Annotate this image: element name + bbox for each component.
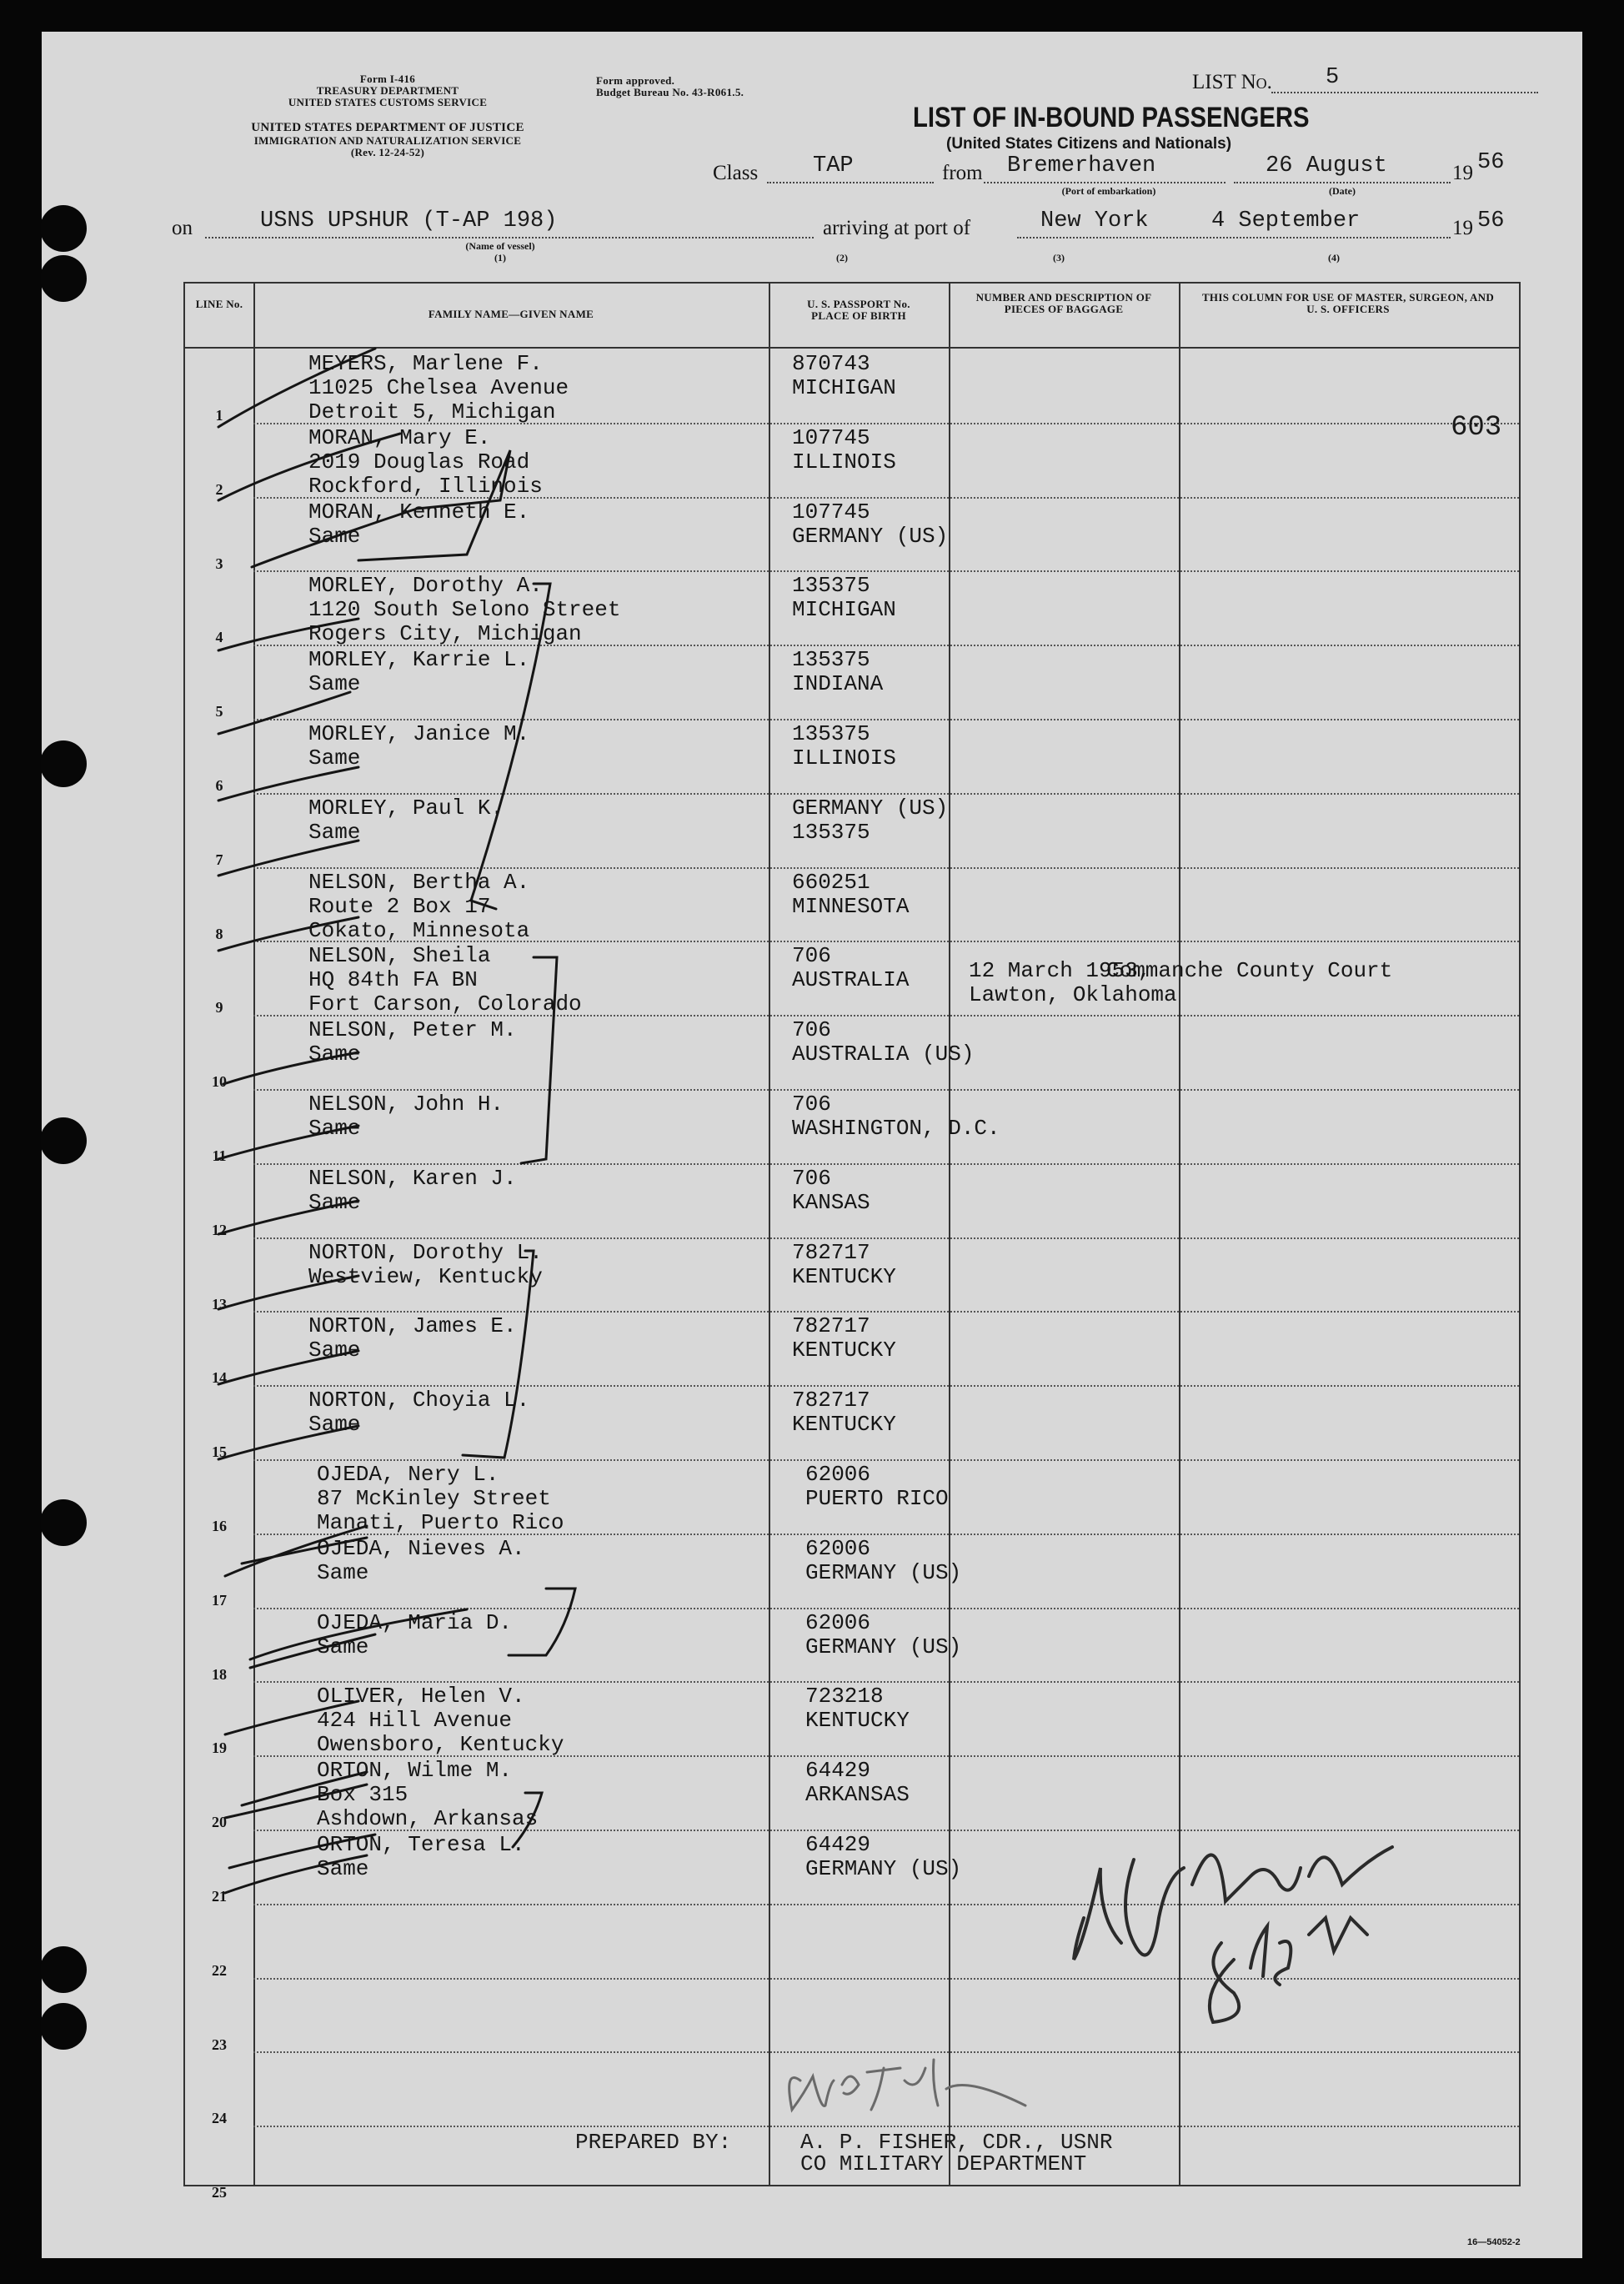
list-label: LIST No. xyxy=(1192,71,1272,93)
passenger-name: NORTON, Dorothy L. Westview, Kentucky xyxy=(308,1239,543,1289)
from-label: from xyxy=(942,162,983,184)
passport-and-birthplace: 782717 KENTUCKY xyxy=(792,1388,896,1438)
arriving-caption-number: (2) xyxy=(836,252,848,264)
preparer-name: A. P. FISHER, CDR., USNR xyxy=(800,2130,1113,2155)
passenger-name: NELSON, Sheila HQ 84th FA BN Fort Carson, Colorado xyxy=(308,943,582,1017)
department-of-justice: UNITED STATES DEPARTMENT OF JUSTICE xyxy=(251,121,524,134)
vessel-name: USNS UPSHUR (T-AP 198) xyxy=(260,208,558,233)
row-divider xyxy=(253,2051,1519,2053)
row-divider xyxy=(253,1237,1519,1239)
binder-hole xyxy=(40,2003,87,2050)
form-title: LIST OF IN-BOUND PASSENGERS xyxy=(913,102,1310,133)
line-number: 20 xyxy=(212,1814,227,1831)
line-number: 12 xyxy=(212,1221,227,1238)
customs-service: UNITED STATES CUSTOMS SERVICE xyxy=(288,96,488,108)
passport-and-birthplace: 706 KANSAS xyxy=(792,1165,870,1215)
binder-hole xyxy=(40,1946,87,1993)
print-code: 16—54052-2 xyxy=(1467,2237,1521,2247)
port-of-embarkation: Bremerhaven xyxy=(1007,153,1156,178)
row-divider xyxy=(253,2126,1519,2127)
manifest-sheet xyxy=(42,32,1582,2258)
line-number: 7 xyxy=(215,851,223,868)
column-header-baggage: NUMBER AND DESCRIPTION OF PIECES OF BAGGAGE xyxy=(975,291,1152,315)
line-number: 15 xyxy=(212,1443,227,1461)
passenger-name: OLIVER, Helen V. 424 Hill Avenue Owensboro, Kentucky xyxy=(317,1684,564,1758)
row-divider xyxy=(253,867,1519,869)
budget-bureau: Budget Bureau No. 43-R061.5. xyxy=(596,86,744,98)
form-subtitle: (United States Citizens and Nationals) xyxy=(946,135,1232,153)
class-label: Class xyxy=(713,162,759,184)
form-number: Form I-416 xyxy=(359,73,416,85)
passport-and-birthplace: 870743 MICHIGAN xyxy=(792,351,896,400)
row-divider xyxy=(253,1608,1519,1609)
passenger-name: NELSON, Bertha A. Route 2 Box 17 Cokato, Minnesota xyxy=(308,869,530,943)
line-number: 19 xyxy=(212,1739,227,1757)
passport-and-birthplace: 706 AUSTRALIA xyxy=(792,943,910,993)
arrival-date: 4 September xyxy=(1211,208,1361,233)
passport-and-birthplace: 135375 INDIANA xyxy=(792,647,884,697)
line-number: 1 xyxy=(215,407,223,424)
preparer-department: CO MILITARY DEPARTMENT xyxy=(800,2151,1087,2176)
passenger-name: NELSON, Peter M. Same xyxy=(308,1017,517,1067)
passenger-name: ORTON, Wilme M. Box 315 Ashdown, Arkansas xyxy=(317,1758,539,1832)
column-header-passport: U. S. PASSPORT No. PLACE OF BIRTH xyxy=(807,298,910,322)
class-value: TAP xyxy=(813,153,854,178)
line-number: 5 xyxy=(215,703,223,720)
passenger-name: MORLEY, Karrie L. Same xyxy=(308,647,530,697)
line-number: 2 xyxy=(215,480,223,498)
row-divider xyxy=(253,1904,1519,1905)
form-approved: Form approved. xyxy=(596,74,675,87)
embark-year: 56 xyxy=(1477,150,1505,175)
date-caption: (Date) xyxy=(1329,185,1356,197)
passenger-name: NELSON, Karen J. Same xyxy=(308,1165,517,1215)
row-divider xyxy=(253,1311,1519,1313)
passenger-name: NORTON, Choyia L. Same xyxy=(308,1388,530,1438)
port-caption-number: (3) xyxy=(1053,252,1065,264)
immigration-service: IMMIGRATION AND NATURALIZATION SERVICE xyxy=(253,134,522,147)
line-number: 13 xyxy=(212,1295,227,1313)
passport-and-birthplace: 62006 GERMANY (US) xyxy=(805,1609,962,1659)
line-number: 14 xyxy=(212,1369,227,1387)
passport-and-birthplace: 660251 MINNESOTA xyxy=(792,869,910,919)
revision-date: (Rev. 12-24-52) xyxy=(350,146,425,158)
row-divider xyxy=(253,570,1519,572)
passport-and-birthplace: 135375 MICHIGAN xyxy=(792,573,896,623)
line-number: 23 xyxy=(212,2036,227,2053)
line-number: 17 xyxy=(212,1591,227,1609)
arrival-port: New York xyxy=(1040,208,1149,233)
passenger-name: ORTON, Teresa L. Same xyxy=(317,1832,525,1881)
passport-and-birthplace: 782717 KENTUCKY xyxy=(792,1313,896,1363)
line-number: 25 xyxy=(212,2184,227,2201)
passport-and-birthplace: 64429 GERMANY (US) xyxy=(805,1832,962,1881)
class-line xyxy=(767,182,934,183)
passport-and-birthplace: GERMANY (US) 135375 xyxy=(792,795,949,845)
passenger-name: MORLEY, Paul K. Same xyxy=(308,795,504,845)
arriving-label: arriving at port of xyxy=(823,217,971,239)
binder-hole xyxy=(40,740,87,787)
line-number: 9 xyxy=(215,999,223,1017)
column-header-name: FAMILY NAME—GIVEN NAME xyxy=(428,308,594,320)
vessel-caption: (Name of vessel) xyxy=(465,240,535,252)
passenger-name: NELSON, John H. Same xyxy=(308,1092,504,1141)
binder-hole xyxy=(40,1499,87,1546)
officer-note: 603 xyxy=(1451,412,1502,444)
line-number: 6 xyxy=(215,777,223,794)
passenger-name: MORAN, Kenneth E. Same xyxy=(308,499,530,549)
passenger-name: OJEDA, Nery L. 87 McKinley Street Manati, Puerto Rico xyxy=(317,1462,564,1535)
line-number: 4 xyxy=(215,629,223,646)
line-number: 22 xyxy=(212,1961,227,1979)
column-header-officers: THIS COLUMN FOR USE OF MASTER, SURGEON, AND U. S. OFFICERS xyxy=(1201,291,1495,315)
passenger-table xyxy=(183,282,1521,2201)
passport-and-birthplace: 135375 ILLINOIS xyxy=(792,721,896,771)
line-number: 8 xyxy=(215,925,223,942)
passenger-name: NORTON, James E. Same xyxy=(308,1313,517,1363)
binder-hole xyxy=(40,1117,87,1164)
passport-and-birthplace: 706 AUSTRALIA (US) xyxy=(792,1017,975,1067)
port-caption: (Port of embarkation) xyxy=(1061,185,1156,197)
arrival-line xyxy=(1017,237,1451,238)
line-number: 18 xyxy=(212,1665,227,1683)
from-line xyxy=(984,182,1226,183)
passport-and-birthplace: 782717 KENTUCKY xyxy=(792,1239,896,1289)
passport-and-birthplace: 723218 KENTUCKY xyxy=(805,1684,910,1734)
vessel-caption-number: (1) xyxy=(494,252,506,264)
arrival-year: 56 xyxy=(1477,208,1505,233)
vessel-line xyxy=(205,237,814,238)
passenger-name: OJEDA, Maria D. Same xyxy=(317,1609,513,1659)
binder-hole xyxy=(40,205,87,252)
line-number: 24 xyxy=(212,2110,227,2127)
line-number: 16 xyxy=(212,1518,227,1534)
embark-date: 26 August xyxy=(1266,153,1387,178)
passenger-name: MORLEY, Janice M. Same xyxy=(308,721,530,771)
date-line xyxy=(1234,182,1451,183)
arrival-year-prefix: 19 xyxy=(1452,217,1473,239)
passport-and-birthplace: 64429 ARKANSAS xyxy=(805,1758,910,1808)
passenger-name: MORAN, Mary E. 2019 Douglas Road Rockford, Illinois xyxy=(308,424,543,499)
list-line xyxy=(1271,92,1538,93)
on-label: on xyxy=(172,217,193,239)
line-number: 21 xyxy=(212,1888,227,1905)
row-divider xyxy=(253,793,1519,795)
row-divider xyxy=(253,1459,1519,1461)
passport-and-birthplace: 107745 ILLINOIS xyxy=(792,424,896,474)
row-divider xyxy=(253,1681,1519,1683)
passport-and-birthplace: 706 WASHINGTON, D.C. xyxy=(792,1092,1000,1141)
line-number: 10 xyxy=(212,1073,227,1091)
binder-hole xyxy=(40,255,87,302)
row-divider xyxy=(253,719,1519,720)
passport-and-birthplace: 62006 GERMANY (US) xyxy=(805,1535,962,1585)
baggage-description: 12 March 1953, Lawton, Oklahoma xyxy=(969,958,1177,1008)
passport-and-birthplace: 107745 GERMANY (US) xyxy=(792,499,949,549)
list-number: 5 xyxy=(1326,65,1340,90)
line-number: 11 xyxy=(212,1147,227,1164)
row-divider xyxy=(253,1385,1519,1387)
row-divider xyxy=(253,1978,1519,1980)
row-divider xyxy=(253,1163,1519,1165)
passenger-name: OJEDA, Nieves A. Same xyxy=(317,1535,525,1585)
row-divider xyxy=(253,1089,1519,1091)
passenger-name: MEYERS, Marlene F. 11025 Chelsea Avenue Detroit 5, Michigan xyxy=(308,351,569,424)
treasury-department: TREASURY DEPARTMENT xyxy=(316,84,459,97)
line-number: 3 xyxy=(215,555,223,572)
passenger-name: MORLEY, Dorothy A. 1120 South Selono Street Rogers City, Michigan xyxy=(308,573,621,647)
year-prefix: 19 xyxy=(1452,162,1473,184)
column-header-line: LINE No. xyxy=(195,298,243,310)
officer-remark: Commanche County Court xyxy=(1106,958,1393,984)
prepared-by-label: PREPARED BY: xyxy=(575,2130,732,2155)
passport-and-birthplace: 62006 PUERTO RICO xyxy=(805,1462,949,1511)
arrival-caption-number: (4) xyxy=(1328,252,1340,264)
